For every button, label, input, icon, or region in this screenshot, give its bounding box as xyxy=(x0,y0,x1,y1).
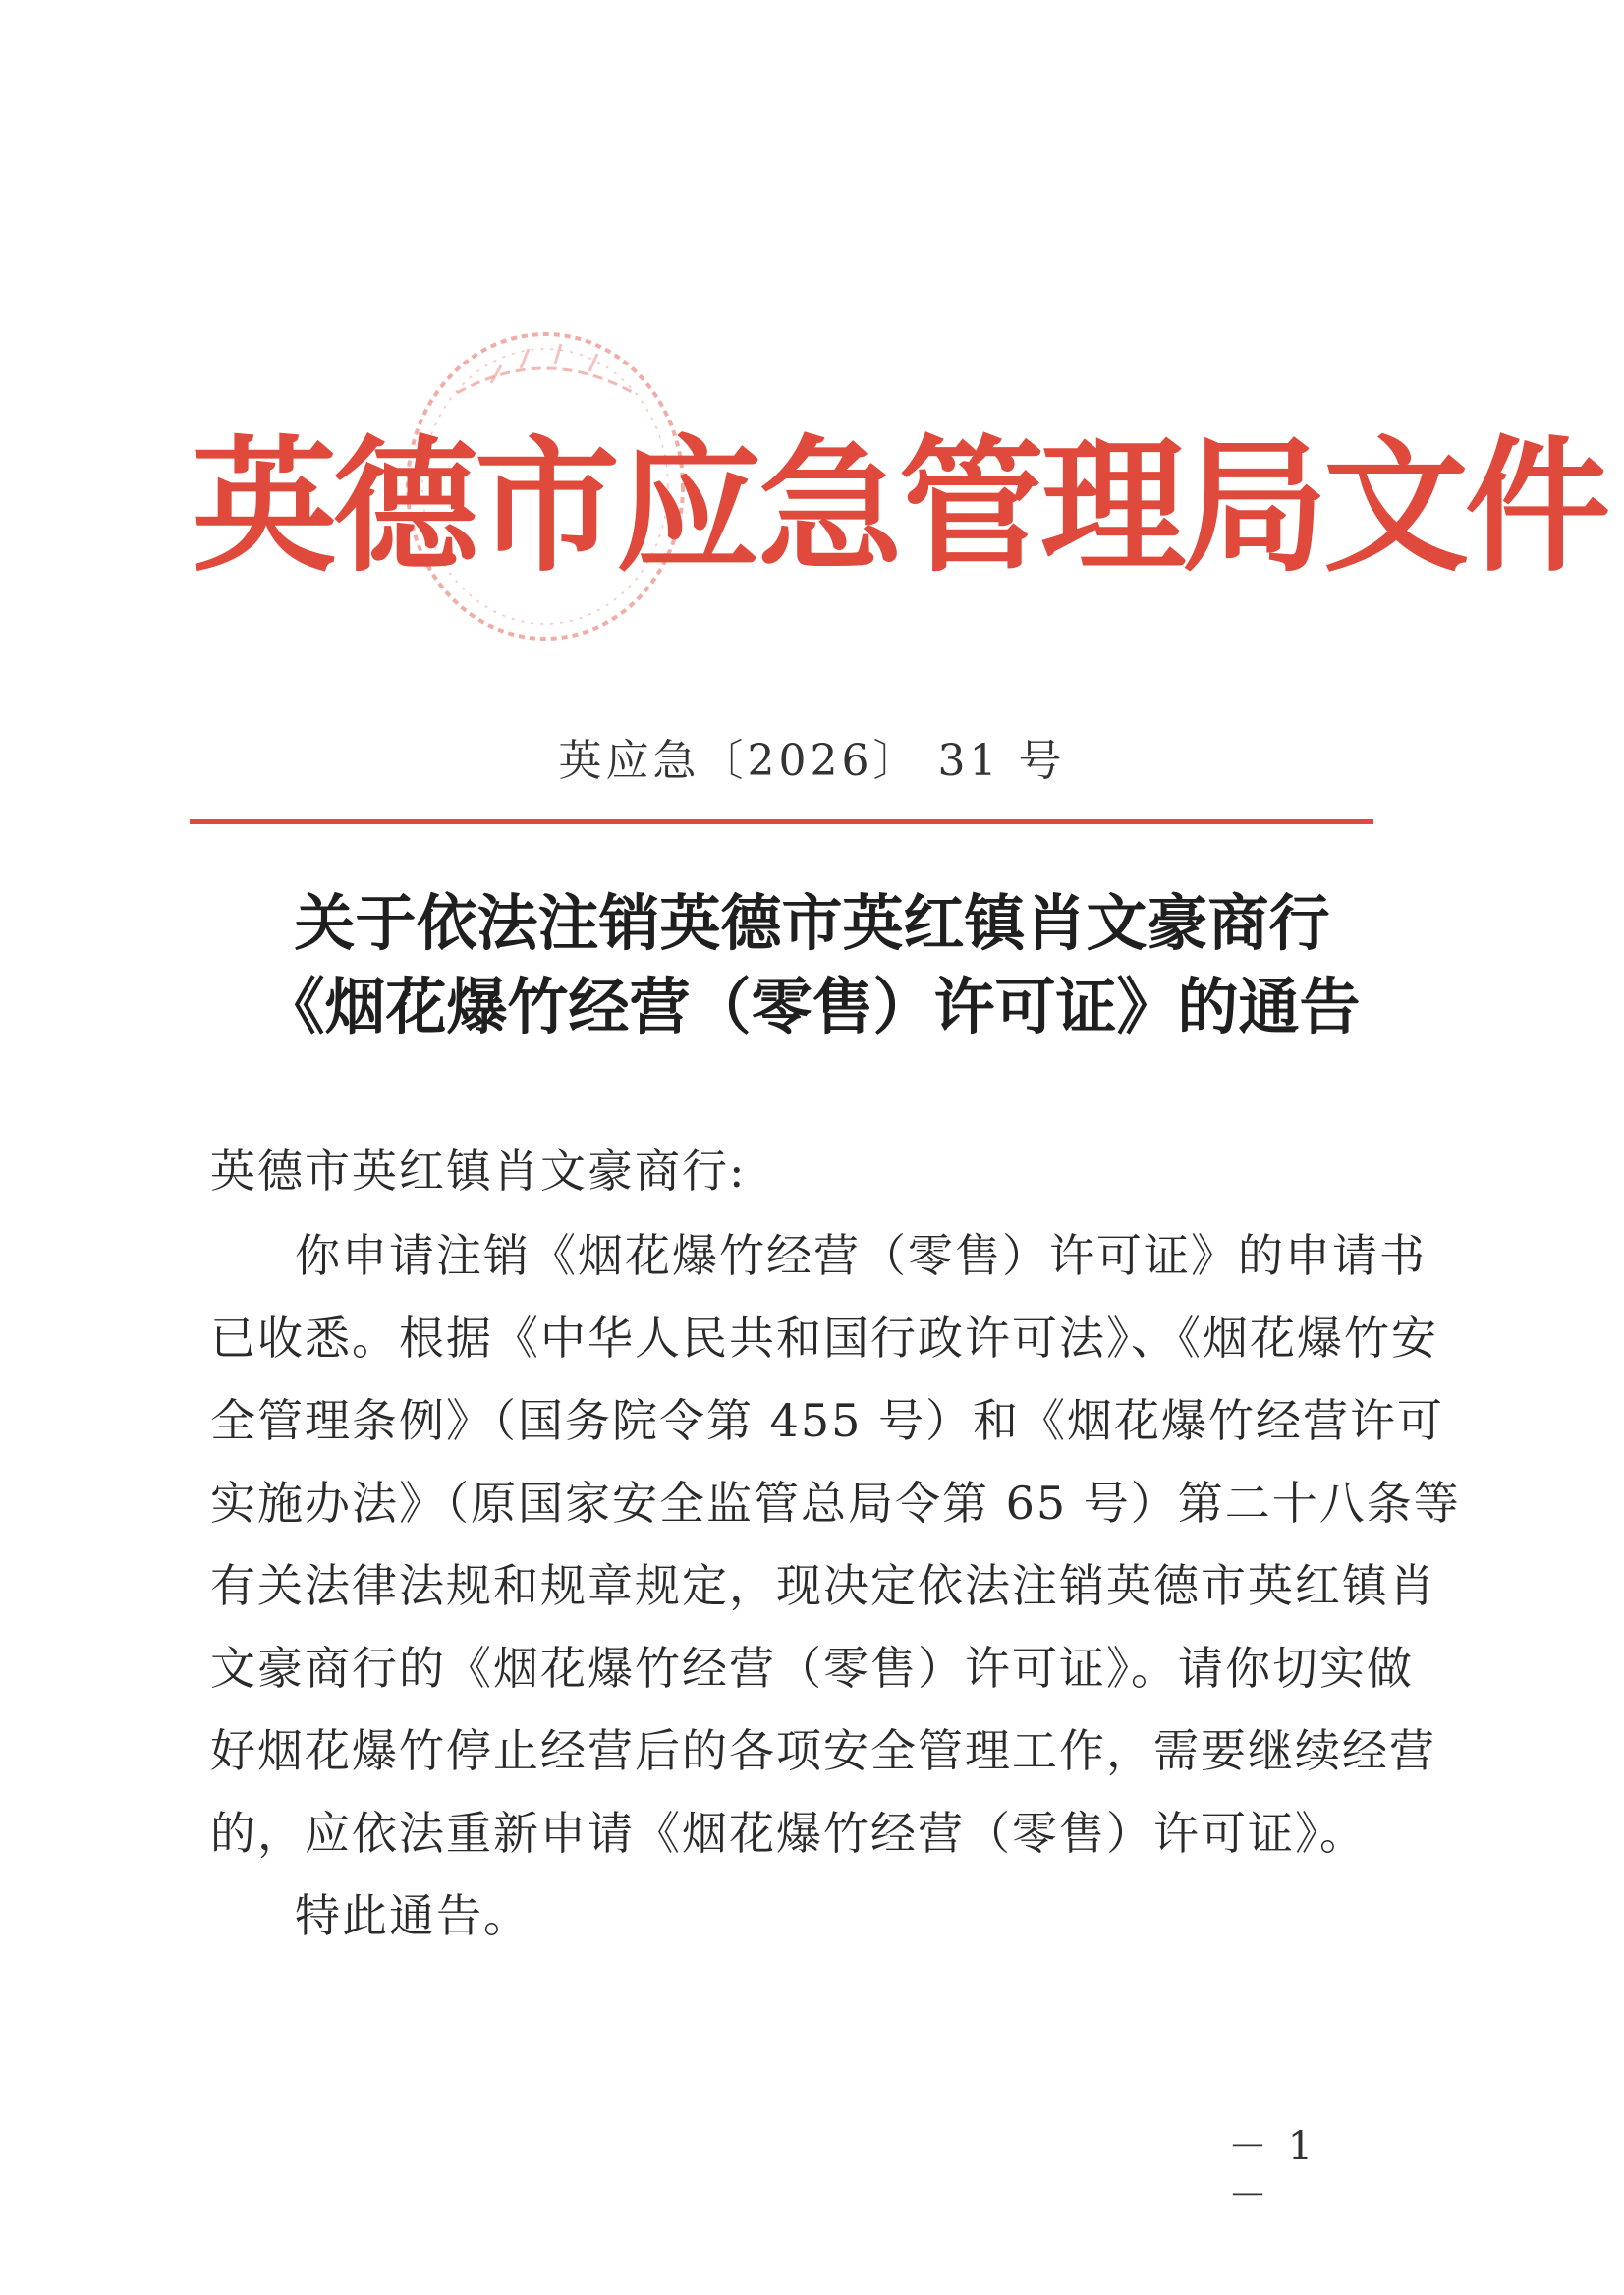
body-line-5: 有关法律法规和规章规定，现决定依法注销英德市英红镇肖 xyxy=(210,1559,1436,1612)
page-number: － 1 － xyxy=(1228,2124,1317,2218)
body-line-7: 好烟花爆竹停止经营后的各项安全管理工作，需要继续经营 xyxy=(210,1724,1436,1777)
body-line-4: 实施办法》（原国家安全监管总局令第 65 号）第二十八条等 xyxy=(210,1477,1461,1530)
body-line-1: 你申请注销《烟花爆竹经营（零售）许可证》的申请书 xyxy=(295,1229,1427,1282)
notice-title-line-2: 《烟花爆竹经营（零售）许可证》的通告 xyxy=(263,971,1361,1042)
document-number: 英应急〔2026〕 31 号 xyxy=(558,736,1066,786)
notice-title-line-1: 关于依法注销英德市英红镇肖文豪商行 xyxy=(294,887,1330,959)
closing-remark: 特此通告。 xyxy=(295,1889,531,1942)
body-line-6: 文豪商行的《烟花爆竹经营（零售）许可证》。请你切实做 xyxy=(210,1642,1414,1695)
issuing-authority-header: 英德市应急管理局文件 xyxy=(192,420,1606,591)
body-line-8: 的，应依法重新申请《烟花爆竹经营（零售）许可证》。 xyxy=(210,1807,1367,1860)
body-line-2: 已收悉。根据《中华人民共和国行政许可法》、《烟花爆竹安 xyxy=(210,1312,1438,1365)
body-line-3: 全管理条例》（国务院令第 455 号）和《烟花爆竹经营许可 xyxy=(210,1394,1445,1447)
addressee: 英德市英红镇肖文豪商行: xyxy=(210,1145,747,1198)
header-divider xyxy=(190,819,1373,824)
